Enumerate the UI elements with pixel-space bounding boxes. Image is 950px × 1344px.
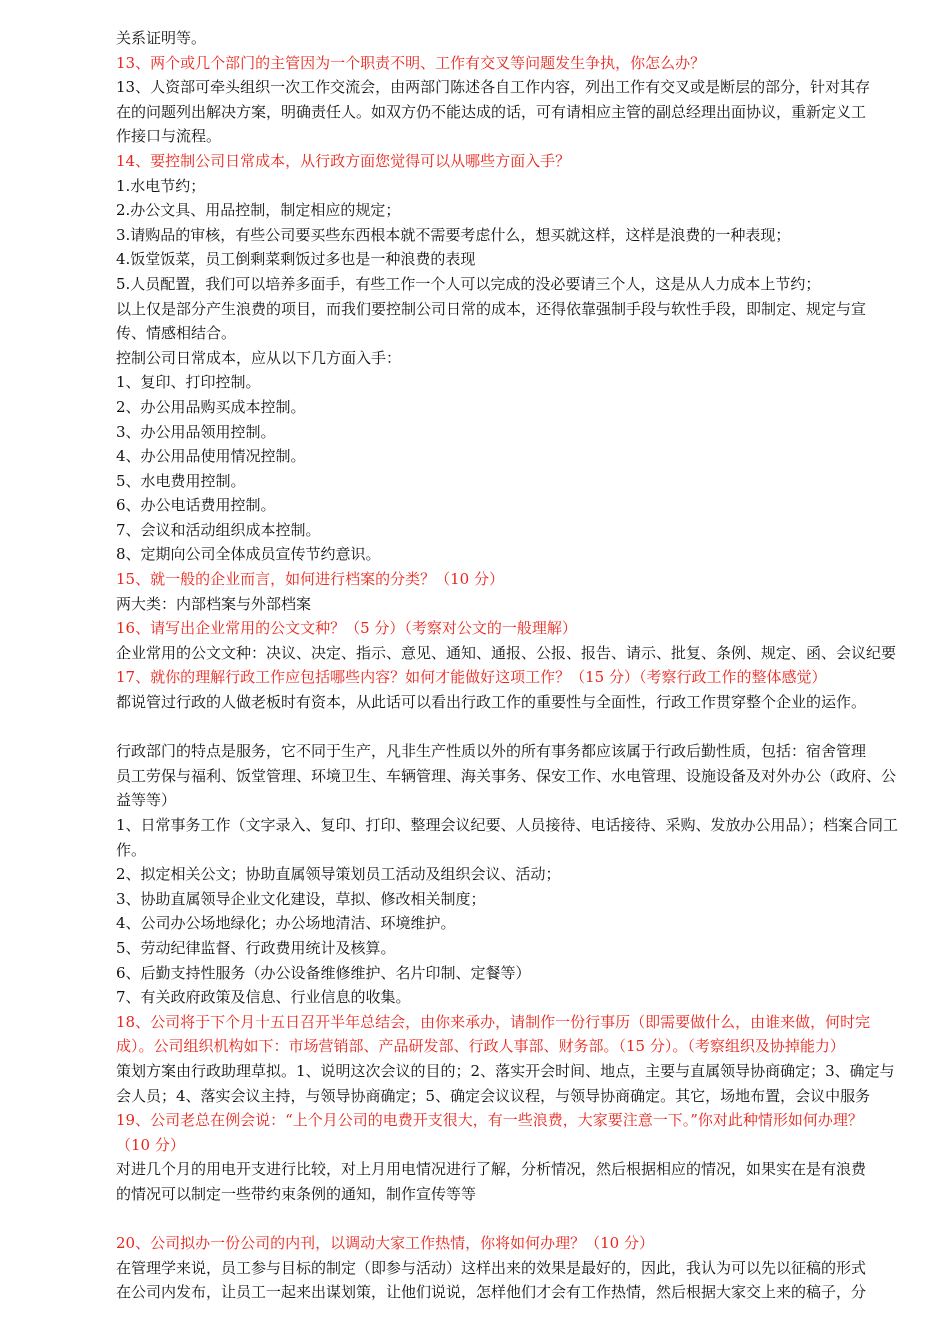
answer-line: 7、有关政府政策及信息、行业信息的收集。 <box>116 988 411 1007</box>
answer-line: 3、办公用品领用控制。 <box>116 422 276 441</box>
answer-line: 两大类：内部档案与外部档案 <box>116 594 312 613</box>
question-line: 18、公司将于下个月十五日召开半年总结会，由你来承办，请制作一份行事历（即需要做什么，由谁来做，何时完 <box>116 1012 871 1031</box>
answer-line: 6、办公电话费用控制。 <box>116 496 276 515</box>
question-line: 19、公司老总在例会说：“上个月公司的电费开支很大，有一些浪费，大家要注意一下。”你对此种情形如何办理？ <box>116 1111 863 1130</box>
question-line: 16、请写出企业常用的公文文种？（5 分）（考察对公文的一般理解） <box>116 619 577 638</box>
answer-line: 1、复印、打印控制。 <box>116 373 261 392</box>
answer-line: 对进几个月的用电开支进行比较，对上月用电情况进行了解，分析情况，然后根据相应的情况，如果实在是有浪费 <box>116 1160 867 1179</box>
answer-line: 1.水电节约； <box>116 176 206 195</box>
blank-line <box>116 715 936 740</box>
answer-line: 2、拟定相关公文；协助直属领导策划员工活动及组织会议、活动； <box>116 865 561 884</box>
question-line: 13、两个或几个部门的主管因为一个职责不明、工作有交叉等问题发生争执，你怎么办？ <box>116 53 706 72</box>
answer-line: 5、劳动纪律监督、行政费用统计及核算。 <box>116 938 396 957</box>
question-line: （10 分） <box>116 1135 185 1154</box>
answer-line: 以上仅是部分产生浪费的项目，而我们要控制公司日常的成本，还得依靠强制手段与软性手段，即制定、规定与宣 <box>116 299 867 318</box>
answer-line: 5、水电费用控制。 <box>116 471 246 490</box>
answer-line: 6、后勤支持性服务（办公设备维修维护、名片印制、定餐等） <box>116 963 531 982</box>
answer-line: 策划方案由行政助理草拟。1、说明这次会议的目的；2、落实开会时间、地点，主要与直属领导协商确定；3、确定与 <box>116 1061 895 1080</box>
answer-line: 企业常用的公文文种：决议、决定、指示、意见、通知、通报、公报、报告、请示、批复、条例、规定、函、会议纪要 <box>116 643 897 662</box>
question-line: 15、就一般的企业而言，如何进行档案的分类？（10 分） <box>116 570 504 589</box>
answer-line: 作。 <box>116 840 147 859</box>
blank-line <box>116 1207 936 1232</box>
answer-line: 益等等） <box>116 791 177 810</box>
answer-line: 2、办公用品购买成本控制。 <box>116 397 306 416</box>
answer-line: 关系证明等。 <box>116 29 207 47</box>
answer-line: 的情况可以制定一些带约束条例的通知，制作宣传等等 <box>116 1184 477 1203</box>
answer-line: 控制公司日常成本，应从以下几方面入手： <box>116 348 402 367</box>
answer-line: 1、日常事务工作（文字录入、复印、打印、整理会议纪要、人员接待、电话接待、采购、发放办公用品）；档案合同工 <box>116 816 899 834</box>
answer-line: 2.办公文具、用品控制，制定相应的规定； <box>116 201 401 220</box>
answer-line: 会人员；4、落实会议主持，与领导协商确定；5、确定会议议程，与领导协商确定。其它，场地布置，会议中服务 <box>116 1086 871 1105</box>
answer-line: 在管理学来说，员工参与目标的制定（即参与活动）这样出来的效果是最好的，因此，我认为可以先以征稿的形式 <box>116 1258 867 1277</box>
answer-line: 员工劳保与福利、饭堂管理、环境卫生、车辆管理、海关事务、保安工作、水电管理、设施设备及对外办公（政府、公 <box>116 766 897 785</box>
question-line: 20、公司拟办一份公司的内刊，以调动大家工作热情，你将如何办理？（10 分） <box>116 1234 654 1253</box>
answer-line: 传、情感相结合。 <box>116 324 237 343</box>
document-body <box>116 26 936 1305</box>
question-line: 17、就你的理解行政工作应包括哪些内容？如何才能做好这项工作？（15 分）（考察行政工作的整体感觉） <box>116 668 827 687</box>
answer-line: 3、协助直属领导企业文化建设，草拟、修改相关制度； <box>116 889 486 908</box>
answer-line: 4、办公用品使用情况控制。 <box>116 447 306 466</box>
answer-line: 8、定期向公司全体成员宣传节约意识。 <box>116 545 381 564</box>
question-line: 成）。公司组织机构如下：市场营销部、产品研发部、行政人事部、财务部。（15 分）。（考察组织及协掉能力） <box>116 1037 845 1056</box>
answer-line: 在的问题列出解决方案，明确责任人。如双方仍不能达成的话，可有请相应主管的副总经理出面协议，重新定义工 <box>116 102 867 121</box>
answer-line: 作接口与流程。 <box>116 127 222 146</box>
answer-line: 7、会议和活动组织成本控制。 <box>116 520 321 539</box>
answer-line: 行政部门的特点是服务，它不同于生产，凡非生产性质以外的所有事务都应该属于行政后勤性质，包括：宿舍管理 <box>116 742 867 761</box>
answer-line: 5.人员配置，我们可以培养多面手，有些工作一个人可以完成的没必要请三个人，这是从人力成本上节约； <box>116 274 821 293</box>
answer-line: 4.饭堂饭菜，员工倒剩菜剩饭过多也是一种浪费的表现 <box>116 250 476 269</box>
answer-line: 都说管过行政的人做老板时有资本，从此话可以看出行政工作的重要性与全面性，行政工作贯穿整个企业的运作。 <box>116 693 867 712</box>
answer-line: 4、公司办公场地绿化；办公场地清洁、环境维护。 <box>116 914 456 933</box>
answer-line: 13、人资部可牵头组织一次工作交流会，由两部门陈述各自工作内容，列出工作有交叉或是断层的部分，针对其存 <box>116 78 871 97</box>
question-line: 14、要控制公司日常成本，从行政方面您觉得可以从哪些方面入手？ <box>116 151 571 170</box>
answer-line: 在公司内发布，让员工一起来出谋划策，让他们说说，怎样他们才会有工作热情，然后根据大家交上来的稿子，分 <box>116 1283 867 1302</box>
answer-line: 3.请购品的审核，有些公司要买些东西根本就不需要考虑什么，想买就这样，这样是浪费的一种表现； <box>116 225 791 244</box>
